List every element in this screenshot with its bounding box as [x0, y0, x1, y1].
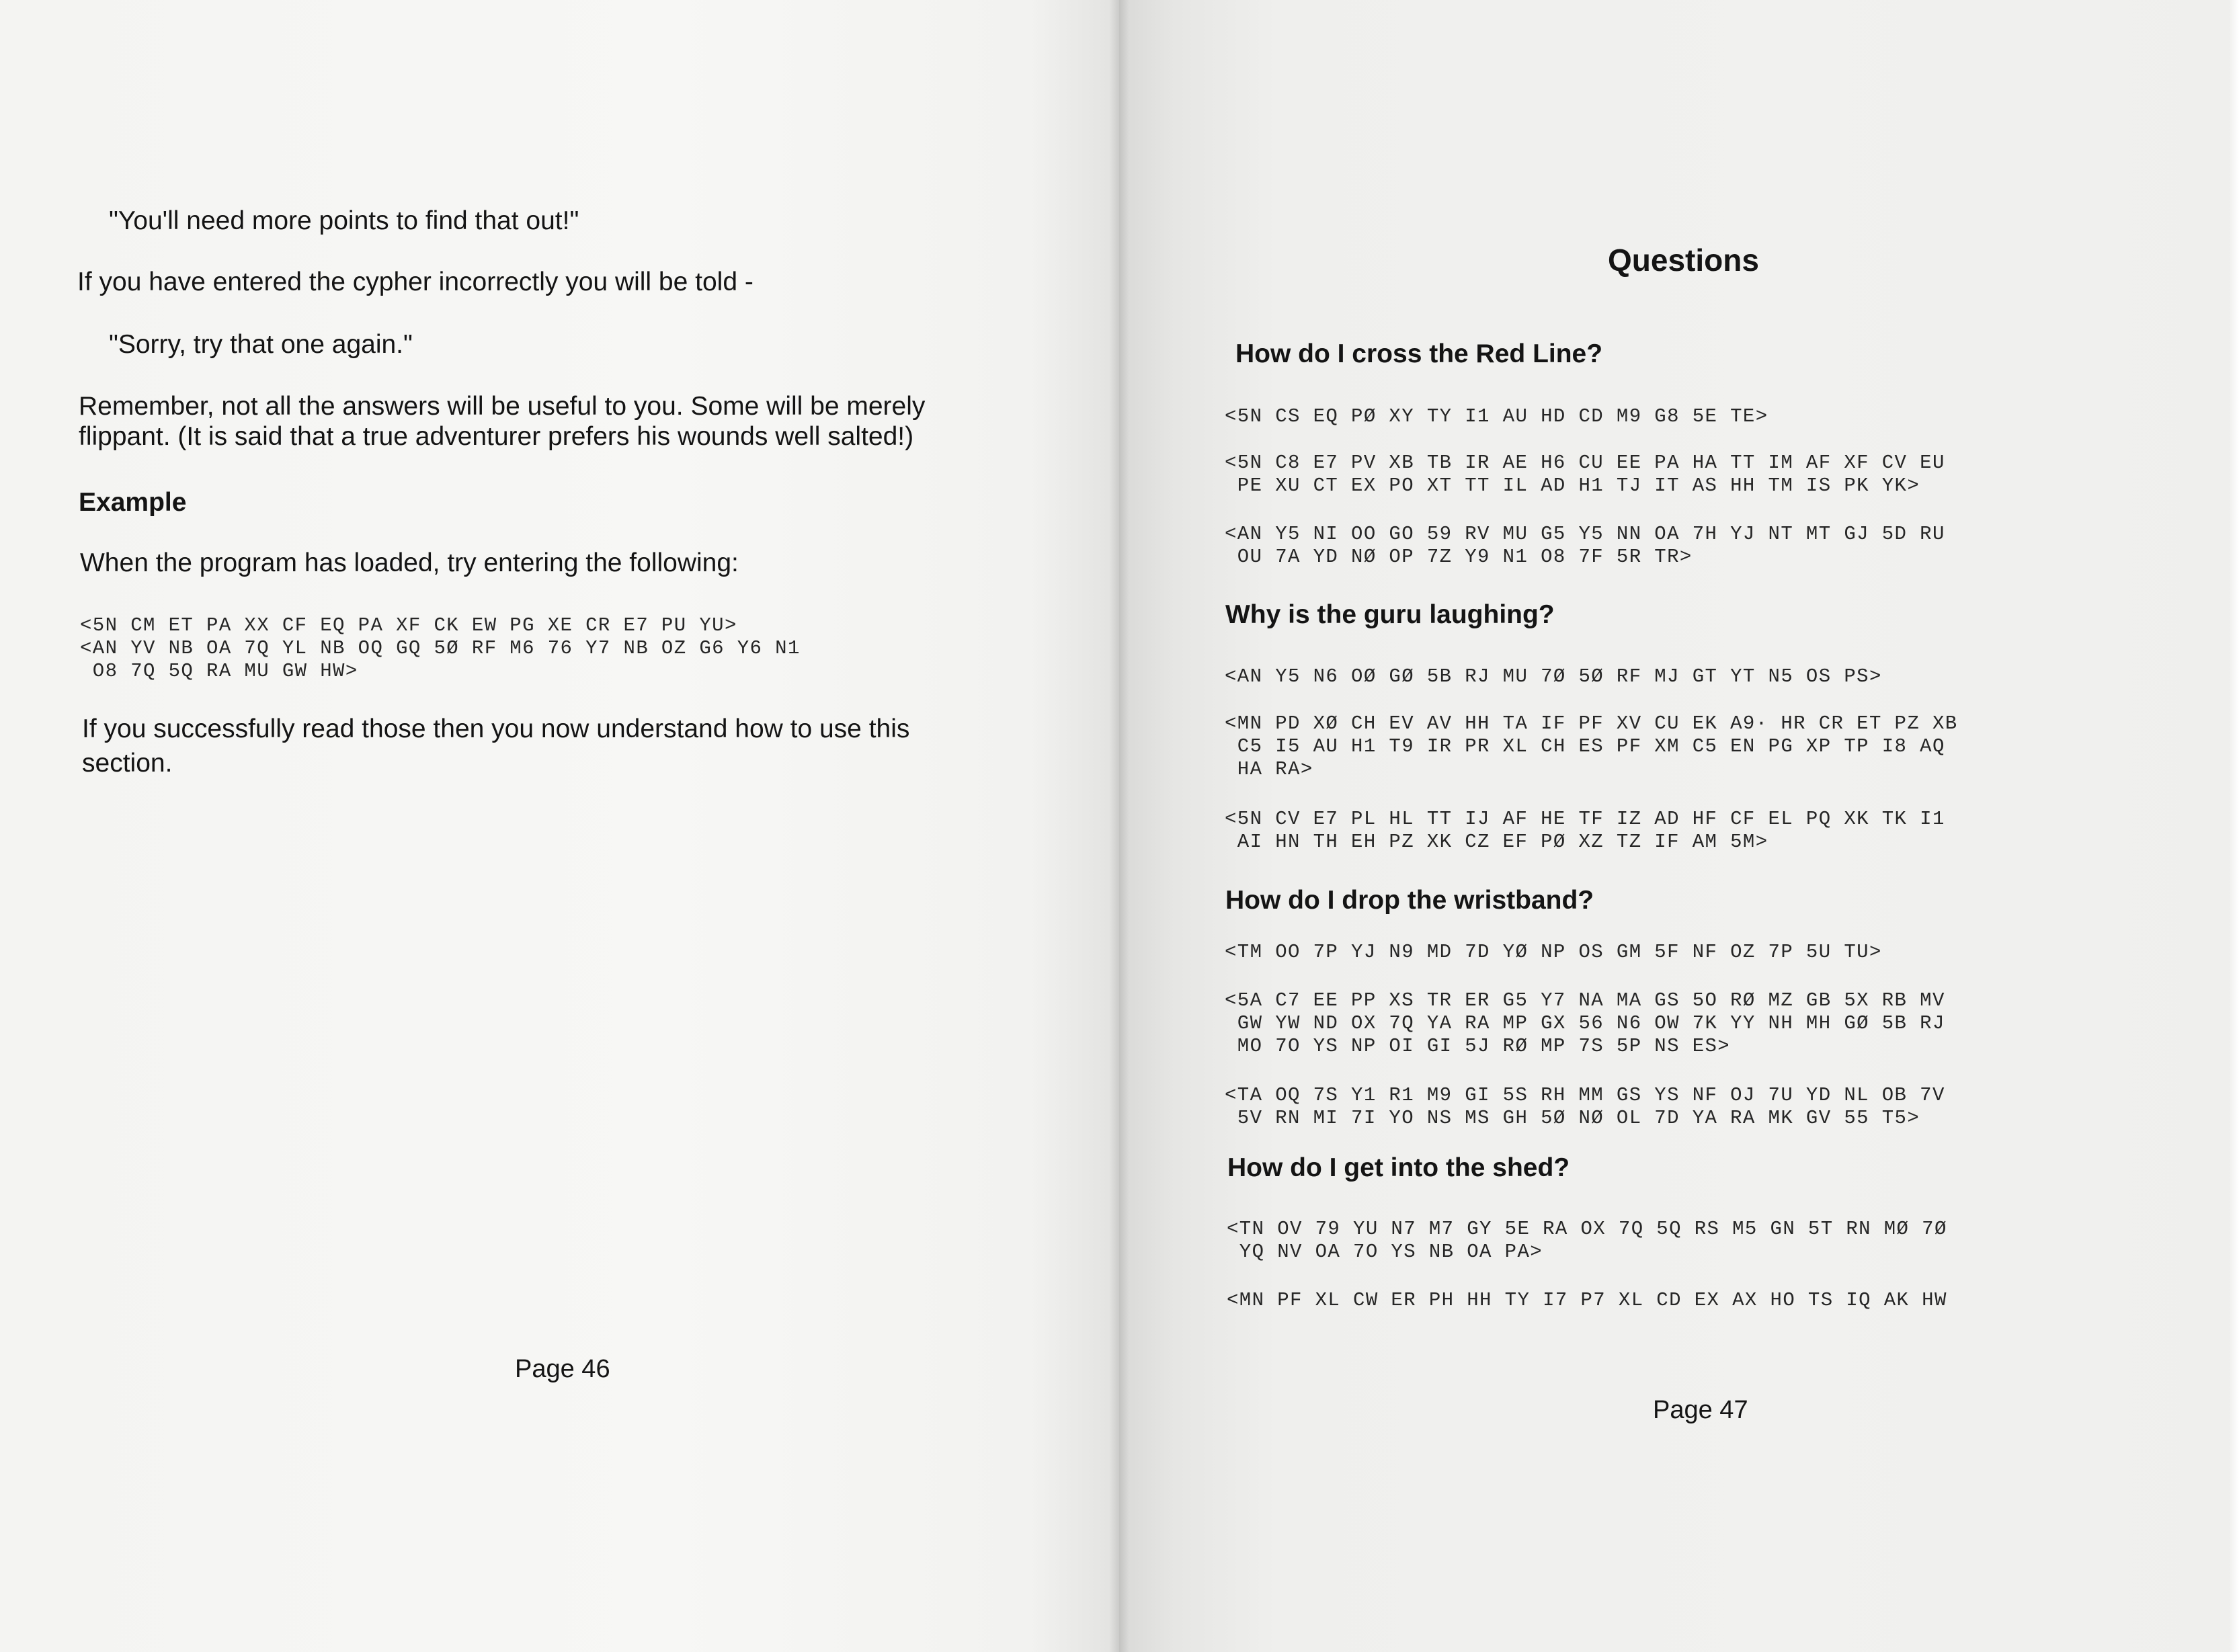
- answer-cypher: <5N CS EQ PØ XY TY I1 AU HD CD M9 G8 5E TE>: [1225, 405, 1768, 427]
- page-number-left: Page 46: [515, 1355, 610, 1383]
- success-line-2: section.: [82, 749, 173, 778]
- example-cypher-code: <5N CM ET PA XX CF EQ PA XF CK EW PG XE CR E7 PU YU> <AN YV NB OA 7Q YL NB OQ GQ 5Ø RF M6 76 Y7 NB OZ G6 Y6 N1 O8 7Q 5Q RA MU GW HW>: [80, 614, 801, 682]
- book-gutter-shadow: [1109, 0, 1129, 1652]
- answer-cypher: <AN Y5 NI OO GO 59 RV MU G5 Y5 NN OA 7H YJ NT MT GJ 5D RU OU 7A YD NØ OP 7Z Y9 N1 O8 7F 5R TR>: [1225, 523, 1945, 568]
- questions-title: Questions: [1608, 243, 1759, 278]
- page-edge: [2230, 0, 2239, 1652]
- answer-cypher: <AN Y5 N6 OØ GØ 5B RJ MU 7Ø 5Ø RF MJ GT YT N5 OS PS>: [1225, 665, 1882, 688]
- question-heading: Why is the guru laughing?: [1225, 600, 1555, 629]
- question-heading: How do I get into the shed?: [1227, 1153, 1570, 1182]
- quote-sorry: "Sorry, try that one again.": [109, 330, 413, 359]
- quote-more-points: "You'll need more points to find that out!": [109, 206, 579, 235]
- remember-line-2: flippant. (It is said that a true adventurer prefers his wounds well salted!): [79, 422, 914, 451]
- remember-line-1: Remember, not all the answers will be useful to you. Some will be merely: [79, 392, 926, 421]
- answer-cypher: <TM OO 7P YJ N9 MD 7D YØ NP OS GM 5F NF OZ 7P 5U TU>: [1225, 941, 1882, 963]
- answer-cypher: <MN PD XØ CH EV AV HH TA IF PF XV CU EK A9· HR CR ET PZ XB C5 I5 AU H1 T9 IR PR XL CH ES PF XM C5 EN PG XP TP I8 AQ HA RA>: [1225, 712, 1958, 780]
- program-loaded-line: When the program has loaded, try entering the following:: [80, 548, 739, 577]
- left-page: [0, 0, 1119, 1652]
- answer-cypher: <MN PF XL CW ER PH HH TY I7 P7 XL CD EX AX HO TS IQ AK HW: [1227, 1289, 1947, 1311]
- answer-cypher: <TA OQ 7S Y1 R1 M9 GI 5S RH MM GS YS NF OJ 7U YD NL OB 7V 5V RN MI 7I YO NS MS GH 5Ø NØ OL 7D YA RA MK GV 55 T5>: [1225, 1084, 1945, 1129]
- right-page: [1119, 0, 2239, 1652]
- question-heading: How do I drop the wristband?: [1225, 886, 1594, 915]
- answer-cypher: <5N C8 E7 PV XB TB IR AE H6 CU EE PA HA TT IM AF XF CV EU PE XU CT EX PO XT TT IL AD H1 TJ IT AS HH TM IS PK YK>: [1225, 452, 1945, 497]
- page-number-right: Page 47: [1653, 1396, 1748, 1424]
- answer-cypher: <5N CV E7 PL HL TT IJ AF HE TF IZ AD HF CF EL PQ XK TK I1 AI HN TH EH PZ XK CZ EF PØ XZ TZ IF AM 5M>: [1225, 808, 1945, 853]
- success-line-1: If you successfully read those then you now understand how to use this: [82, 714, 910, 743]
- question-heading: How do I cross the Red Line?: [1235, 339, 1603, 368]
- incorrect-cypher-line: If you have entered the cypher incorrectly you will be told -: [77, 267, 754, 296]
- answer-cypher: <5A C7 EE PP XS TR ER G5 Y7 NA MA GS 5O RØ MZ GB 5X RB MV GW YW ND OX 7Q YA RA MP GX 56 N6 OW 7K YY NH MH GØ 5B RJ MO 7O YS NP OI GI 5J RØ MP 7S 5P NS ES>: [1225, 989, 1945, 1057]
- example-heading: Example: [79, 488, 187, 517]
- answer-cypher: <TN OV 79 YU N7 M7 GY 5E RA OX 7Q 5Q RS M5 GN 5T RN MØ 7Ø YQ NV OA 7O YS NB OA PA>: [1227, 1218, 1947, 1263]
